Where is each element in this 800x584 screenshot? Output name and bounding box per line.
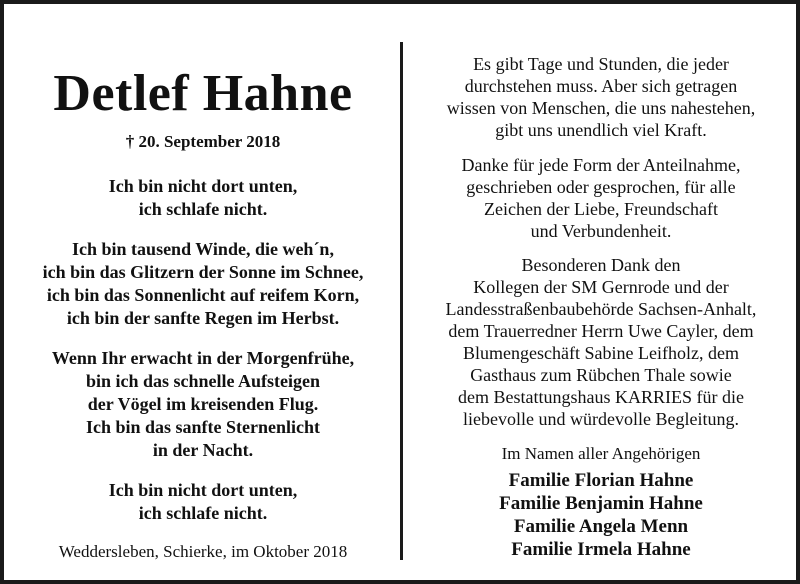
- text-line: Danke für jede Form der Anteilnahme,: [461, 155, 741, 175]
- poem-line: in der Nacht.: [152, 440, 254, 460]
- column-divider: [400, 42, 403, 560]
- poem-line: Ich bin nicht dort unten,: [108, 176, 298, 196]
- text-line: Es gibt Tage und Stunden, die jeder: [473, 54, 729, 74]
- poem-line: Ich bin tausend Winde, die weh´n,: [72, 239, 334, 259]
- poem-stanza-2: [4, 238, 402, 330]
- text-line: Zeichen der Liebe, Freundschaft: [484, 199, 718, 219]
- place-and-date: Weddersleben, Schierke, im Oktober 2018: [58, 542, 348, 561]
- text-line: dem Trauerredner Herrn Uwe Cayler, dem: [448, 321, 754, 341]
- thanks-intro-paragraph: [406, 53, 796, 141]
- text-line: liebevolle und würdevolle Begleitung.: [463, 409, 739, 429]
- text-line: Blumengeschäft Sabine Leifholz, dem: [463, 343, 739, 363]
- text-line: und Verbundenheit.: [530, 221, 672, 241]
- poem-stanza-1: [4, 175, 402, 221]
- text-line: Gasthaus zum Rübchen Thale sowie: [470, 365, 732, 385]
- special-thanks-paragraph: [406, 254, 796, 430]
- poem-line: Ich bin das sanfte Sternenlicht: [85, 417, 321, 437]
- closing-line: Im Namen aller Angehörigen: [501, 444, 701, 463]
- thanks-sympathy-paragraph: [406, 154, 796, 242]
- text-line: gibt uns unendlich viel Kraft.: [495, 120, 707, 140]
- poem-line: ich schlafe nicht.: [138, 199, 268, 219]
- family-name: Familie Irmela Hahne: [511, 539, 691, 560]
- poem-stanza-4: [4, 479, 402, 525]
- text-line: Landesstraßenbaubehörde Sachsen-Anhalt,: [445, 299, 757, 319]
- poem-line: ich bin das Sonnenlicht auf reifem Korn,: [46, 285, 360, 305]
- poem-line: ich bin der sanfte Regen im Herbst.: [66, 308, 340, 328]
- poem-line: der Vögel im kreisenden Flug.: [87, 394, 319, 414]
- text-line: wissen von Menschen, die uns nahestehen,: [446, 98, 756, 118]
- family-names: [406, 469, 796, 561]
- poem-line: Ich bin nicht dort unten,: [108, 480, 298, 500]
- text-line: Kollegen der SM Gernrode und der: [473, 277, 729, 297]
- poem-line: ich schlafe nicht.: [138, 503, 268, 523]
- deceased-name: Detlef Hahne: [53, 65, 353, 122]
- family-name: Familie Angela Menn: [513, 516, 689, 537]
- text-line: Besonderen Dank den: [521, 255, 681, 275]
- poem-line: ich bin das Glitzern der Sonne im Schnee,: [42, 262, 364, 282]
- poem-line: Wenn Ihr erwacht in der Morgenfrühe,: [51, 348, 355, 368]
- text-line: durchstehen muss. Aber sich getragen: [464, 76, 738, 96]
- family-name: Familie Florian Hahne: [508, 470, 694, 491]
- death-date: † 20. September 2018: [125, 132, 281, 151]
- text-line: geschrieben oder gesprochen, für alle: [466, 177, 736, 197]
- family-name: Familie Benjamin Hahne: [499, 493, 703, 514]
- text-line: dem Bestattungshaus KARRIES für die: [458, 387, 744, 407]
- poem-stanza-3: [4, 347, 402, 462]
- poem-line: bin ich das schnelle Aufsteigen: [85, 371, 321, 391]
